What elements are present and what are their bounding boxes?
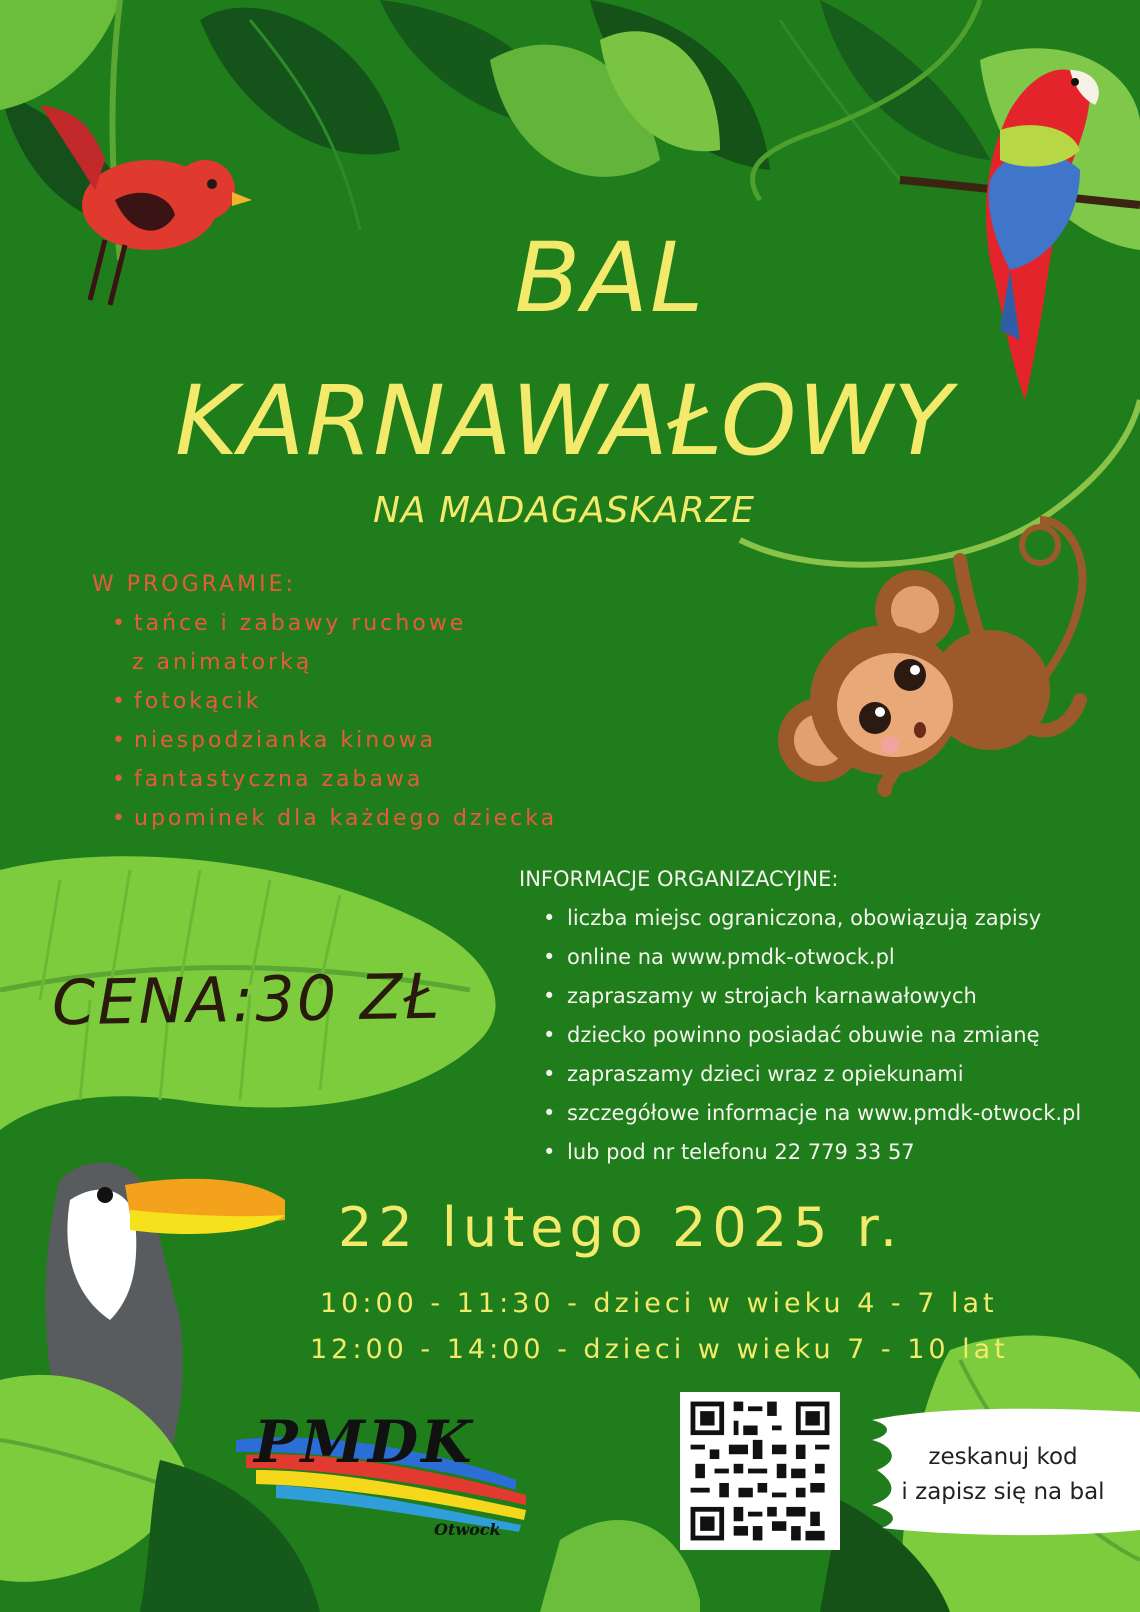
scan-instruction xyxy=(868,1440,1138,1510)
logo-city: Otwock xyxy=(434,1520,501,1539)
info-item-continued xyxy=(543,938,1119,977)
program-item: • niespodzianka kinowa xyxy=(112,721,557,760)
time-slot-2: 12:00 - 14:00 - dzieci w wieku 7 - 10 lat xyxy=(310,1334,1009,1365)
subtitle: NA MADAGASKARZE xyxy=(372,490,756,531)
scan-line-1: zeskanuj kod xyxy=(928,1444,1078,1470)
info-list xyxy=(519,899,1119,1172)
program-section xyxy=(92,565,557,838)
title-line-2: KARNAWAŁOWY xyxy=(174,365,954,477)
program-item: • fantastyczna zabawa xyxy=(112,760,557,799)
program-item: • fotokącik xyxy=(112,682,557,721)
program-list xyxy=(92,604,557,838)
time-slot-1: 10:00 - 11:30 - dzieci w wieku 4 - 7 lat xyxy=(320,1288,998,1319)
info-item: • liczba miejsc ograniczona, obowiązują zapisy xyxy=(543,899,1119,938)
info-item: • zapraszamy dzieci wraz z opiekunami xyxy=(543,1055,1119,1094)
dark-leaf-top-right-2 xyxy=(820,0,990,160)
qr-code[interactable] xyxy=(680,1392,840,1550)
title-line-1: BAL xyxy=(514,222,706,334)
scan-line-2: i zapisz się na bal xyxy=(901,1479,1105,1505)
info-item-text: online na www.pmdk-otwock.pl xyxy=(567,945,895,969)
info-item: • zapraszamy w strojach karnawałowych xyxy=(543,977,1119,1016)
program-item: • upominek dla każdego dziecka xyxy=(112,799,557,838)
program-heading: W PROGRAMIE: xyxy=(92,572,296,597)
event-date: 22 lutego 2025 r. xyxy=(338,1196,903,1259)
info-item: • dziecko powinno posiadać obuwie na zmianę xyxy=(543,1016,1119,1055)
dark-leaf-top-left xyxy=(200,8,400,155)
program-item: • tańce i zabawy ruchowe xyxy=(112,604,557,643)
leaf-bottom-center xyxy=(540,1520,700,1612)
info-item-text: lub pod nr telefonu 22 779 33 57 xyxy=(567,1140,915,1164)
logo-name: PMDK xyxy=(254,1408,475,1476)
light-leaf-top-left xyxy=(0,0,120,110)
program-item-continued: z animatorką xyxy=(132,650,313,675)
info-item: • szczegółowe informacje na www.pmdk-otwock.pl xyxy=(543,1094,1119,1133)
price-label: CENA:30 ZŁ xyxy=(51,959,442,1040)
info-item-continued xyxy=(543,1133,1119,1172)
info-heading: INFORMACJE ORGANIZACYJNE: xyxy=(519,867,839,891)
info-section xyxy=(519,860,1119,1172)
